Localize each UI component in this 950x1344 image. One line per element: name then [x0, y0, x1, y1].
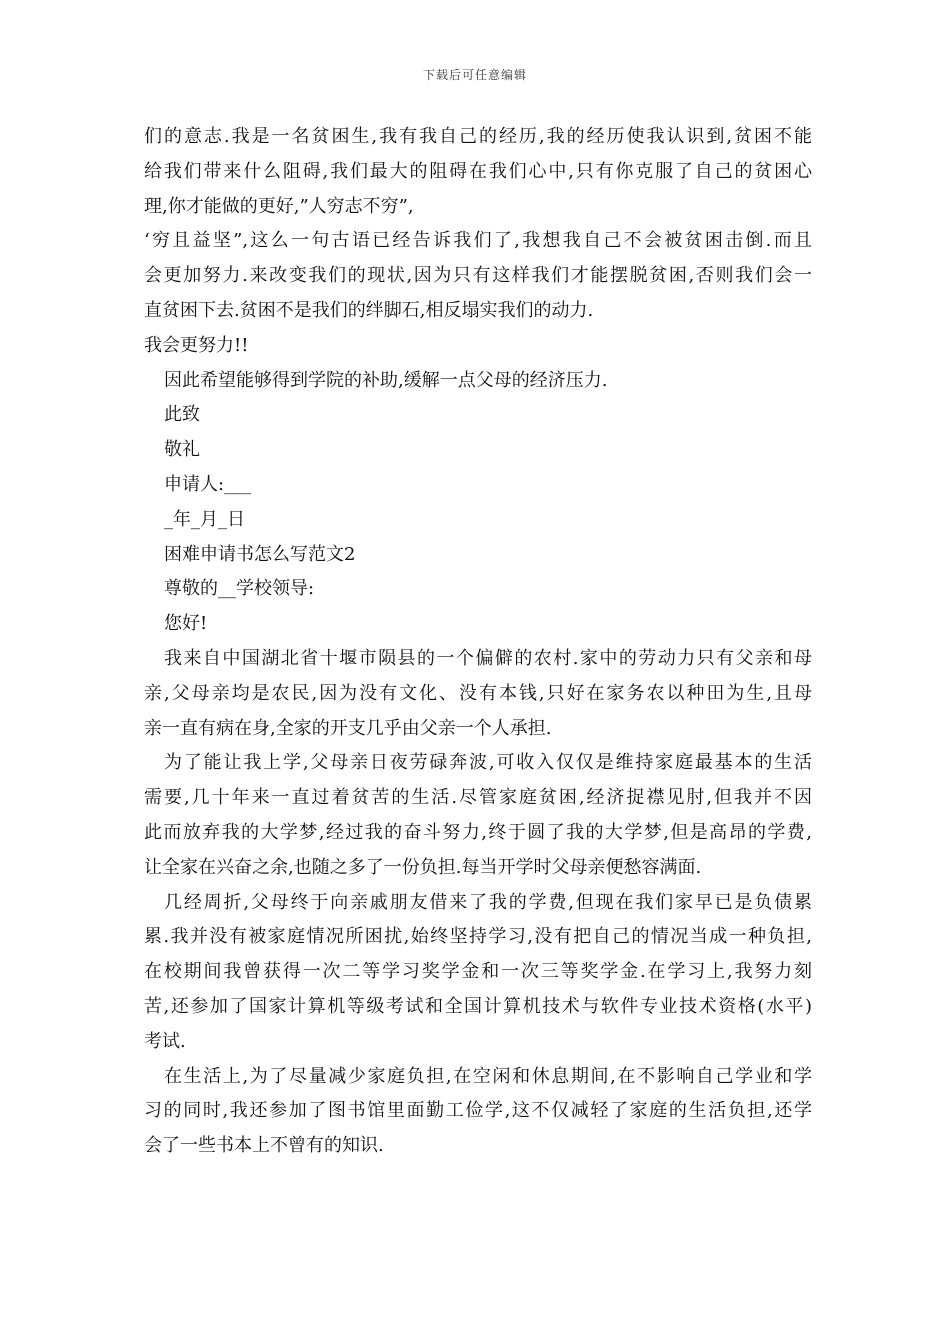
text-line: 直贫困下去.贫困不是我们的绊脚石,相反塌实我们的动力.	[144, 299, 594, 321]
text-line: 我会更努力!!	[144, 334, 249, 356]
text-line: 在校期间我曾获得一次二等学习奖学金和一次三等奖学金.在学习上,我努力刻	[144, 961, 812, 983]
text-line: 会了一些书本上不曾有的知识.	[144, 1135, 384, 1157]
text-line: 累.我并没有被家庭情况所困扰,始终坚持学习,没有把自己的情况当成一种负担,	[144, 926, 812, 948]
text-line: 亲,父母亲均是农民,因为没有文化、没有本钱,只好在家务农以种田为生,且母	[144, 682, 812, 704]
text-line: 我来自中国湖北省十堰市陨县的一个偏僻的农村.家中的劳动力只有父亲和母	[164, 647, 812, 669]
text-line: 给我们带来什么阻碍,我们最大的阻碍在我们心中,只有你克服了自己的贫困心	[144, 160, 812, 182]
text-line: 在生活上,为了尽量减少家庭负担,在空闲和休息期间,在不影响自己学业和学	[164, 1065, 812, 1087]
text-line: 因此希望能够得到学院的补助,缓解一点父母的经济压力.	[164, 369, 608, 391]
text-line: 您好!	[164, 613, 208, 635]
text-line: 让全家在兴奋之余,也随之多了一份负担.每当开学时父母亲便愁容满面.	[144, 856, 702, 878]
text-line: 困难申请书怎么写范文2	[164, 543, 356, 565]
text-line: 考试.	[144, 1030, 186, 1052]
text-line: 亲一直有病在身,全家的开支几乎由父亲一个人承担.	[144, 717, 552, 739]
text-line: ‘穷且益坚”,这么一句古语已经告诉我们了,我想我自己不会被贫困击倒.而且	[144, 230, 812, 252]
text-line: 此而放弃我的大学梦,经过我的奋斗努力,终于圆了我的大学梦,但是高昂的学费,	[144, 821, 812, 843]
text-line: 尊敬的__学校领导:	[164, 578, 315, 600]
text-line: 为了能让我上学,父母亲日夜劳碌奔波,可收入仅仅是维持家庭最基本的生活	[164, 752, 812, 774]
text-line: 敬礼	[164, 439, 200, 461]
text-line: 需要,几十年来一直过着贫苦的生活.尽管家庭贫困,经济捉襟见肘,但我并不因	[144, 787, 812, 809]
text-line: 习的同时,我还参加了图书馆里面勤工俭学,这不仅减轻了家庭的生活负担,还学	[144, 1100, 812, 1122]
text-line: 申请人:___	[164, 473, 252, 495]
text-line: 几经周折,父母终于向亲戚朋友借来了我的学费,但现在我们家早已是负债累	[164, 891, 812, 913]
document-body	[144, 120, 812, 1164]
text-line: 会更加努力.来改变我们的现状,因为只有这样我们才能摆脱贫困,否则我们会一	[144, 265, 812, 287]
text-line: 理,你才能做的更好,”人穷志不穷”,	[144, 195, 414, 217]
text-line: 苦,还参加了国家计算机等级考试和全国计算机技术与软件专业技术资格(水平)	[144, 995, 812, 1017]
text-line: 此致	[164, 404, 200, 426]
page-header-note: 下载后可任意编辑	[422, 68, 527, 82]
text-line: _年_月_日	[164, 508, 245, 530]
text-line: 们的意志.我是一名贫困生,我有我自己的经历,我的经历使我认识到,贫困不能	[144, 126, 812, 147]
